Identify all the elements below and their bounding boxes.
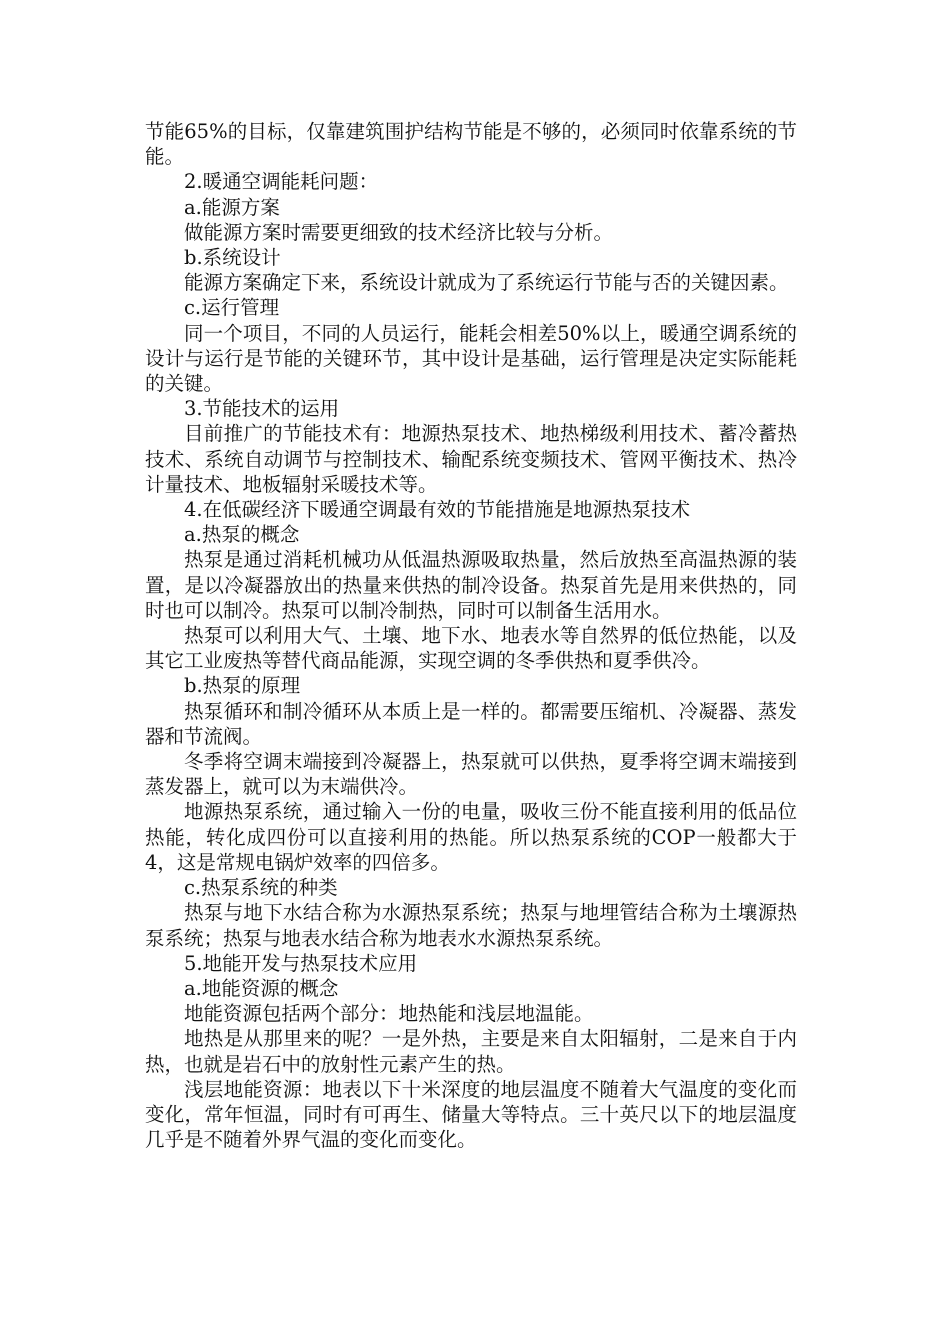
subheading-system-design: b.系统设计	[184, 246, 281, 270]
paragraph-shallow-geothermal: 浅层地能资源：地表以下十米深度的地层温度不随着大气温度的变化而变化，常年恒温，同时有可再生、储量大等特点。三十英尺以下的地层温度几乎是不随着外界气温的变化而变化。	[145, 1077, 797, 1152]
paragraph-heat-pump-types: 热泵与地下水结合称为水源热泵系统；热泵与地埋管结合称为土壤源热泵系统；热泵与地表水结合称为地表水水源热泵系统。	[145, 901, 797, 950]
section-heading-energy-tech: 3.节能技术的运用	[184, 397, 340, 421]
subheading-energy-plan: a.能源方案	[184, 195, 280, 219]
document-body	[145, 119, 797, 1152]
paragraph-heat-pump-sources: 热泵可以利用大气、土壤、地下水、地表水等自然界的低位热能，以及其它工业废热等替代商品能源，实现空调的冬季供热和夏季供冷。	[145, 624, 797, 673]
paragraph-heat-pump-cop: 地源热泵系统，通过输入一份的电量，吸收三份不能直接利用的低品位热能，转化成四份可以直接利用的热能。所以热泵系统的COP一般都大于4，这是常规电锅炉效率的四倍多。	[145, 800, 797, 874]
paragraph-geothermal-parts: 地能资源包括两个部分：地热能和浅层地温能。	[184, 1002, 594, 1026]
paragraph-heat-pump-seasons: 冬季将空调末端接到冷凝器上，热泵就可以供热，夏季将空调末端接到蒸发器上，就可以为末端供冷。	[145, 750, 797, 799]
section-heading-hvac-energy: 2.暖通空调能耗问题：	[184, 170, 379, 194]
paragraph-energy-plan: 做能源方案时需要更细致的技术经济比较与分析。	[184, 220, 614, 244]
subheading-geothermal-concept: a.地能资源的概念	[184, 976, 339, 1000]
paragraph-energy-tech: 目前推广的节能技术有：地源热泵技术、地热梯级利用技术、蓄冷蓄热技术、系统自动调节与控制技术、输配系统变频技术、管网平衡技术、热冷计量技术、地板辐射采暖技术等。	[145, 422, 797, 496]
subheading-heat-pump-types: c.热泵系统的种类	[184, 876, 338, 900]
subheading-heat-pump-principle: b.热泵的原理	[184, 674, 301, 698]
paragraph-geothermal-origin: 地热是从那里来的呢？一是外热，主要是来自太阳辐射，二是来自于内热，也就是岩石中的放射性元素产生的热。	[145, 1027, 797, 1076]
paragraph-heat-pump-cycle: 热泵循环和制冷循环从本质上是一样的。都需要压缩机、冷凝器、蒸发器和节流阀。	[145, 699, 797, 748]
paragraph-system-design: 能源方案确定下来，系统设计就成为了系统运行节能与否的关键因素。	[184, 271, 789, 295]
paragraph-heat-pump-concept: 热泵是通过消耗机械功从低温热源吸取热量，然后放热至高温热源的装置，是以冷凝器放出的热量来供热的制冷设备。热泵首先是用来供热的，同时也可以制冷。热泵可以制冷制热，同时可以制备生活用水。	[145, 548, 797, 622]
section-heading-ground-source-heat-pump: 4.在低碳经济下暖通空调最有效的节能措施是地源热泵技术	[184, 498, 691, 522]
paragraph-operation-management: 同一个项目，不同的人员运行，能耗会相差50%以上，暖通空调系统的设计与运行是节能的关键环节，其中设计是基础，运行管理是决定实际能耗的关键。	[145, 321, 797, 396]
subheading-heat-pump-concept: a.热泵的概念	[184, 523, 300, 547]
section-heading-geothermal: 5.地能开发与热泵技术应用	[184, 951, 418, 975]
paragraph-energy-target: 节能65%的目标，仅靠建筑围护结构节能是不够的，必须同时依靠系统的节能。	[145, 120, 797, 169]
subheading-operation-management: c.运行管理	[184, 296, 280, 320]
